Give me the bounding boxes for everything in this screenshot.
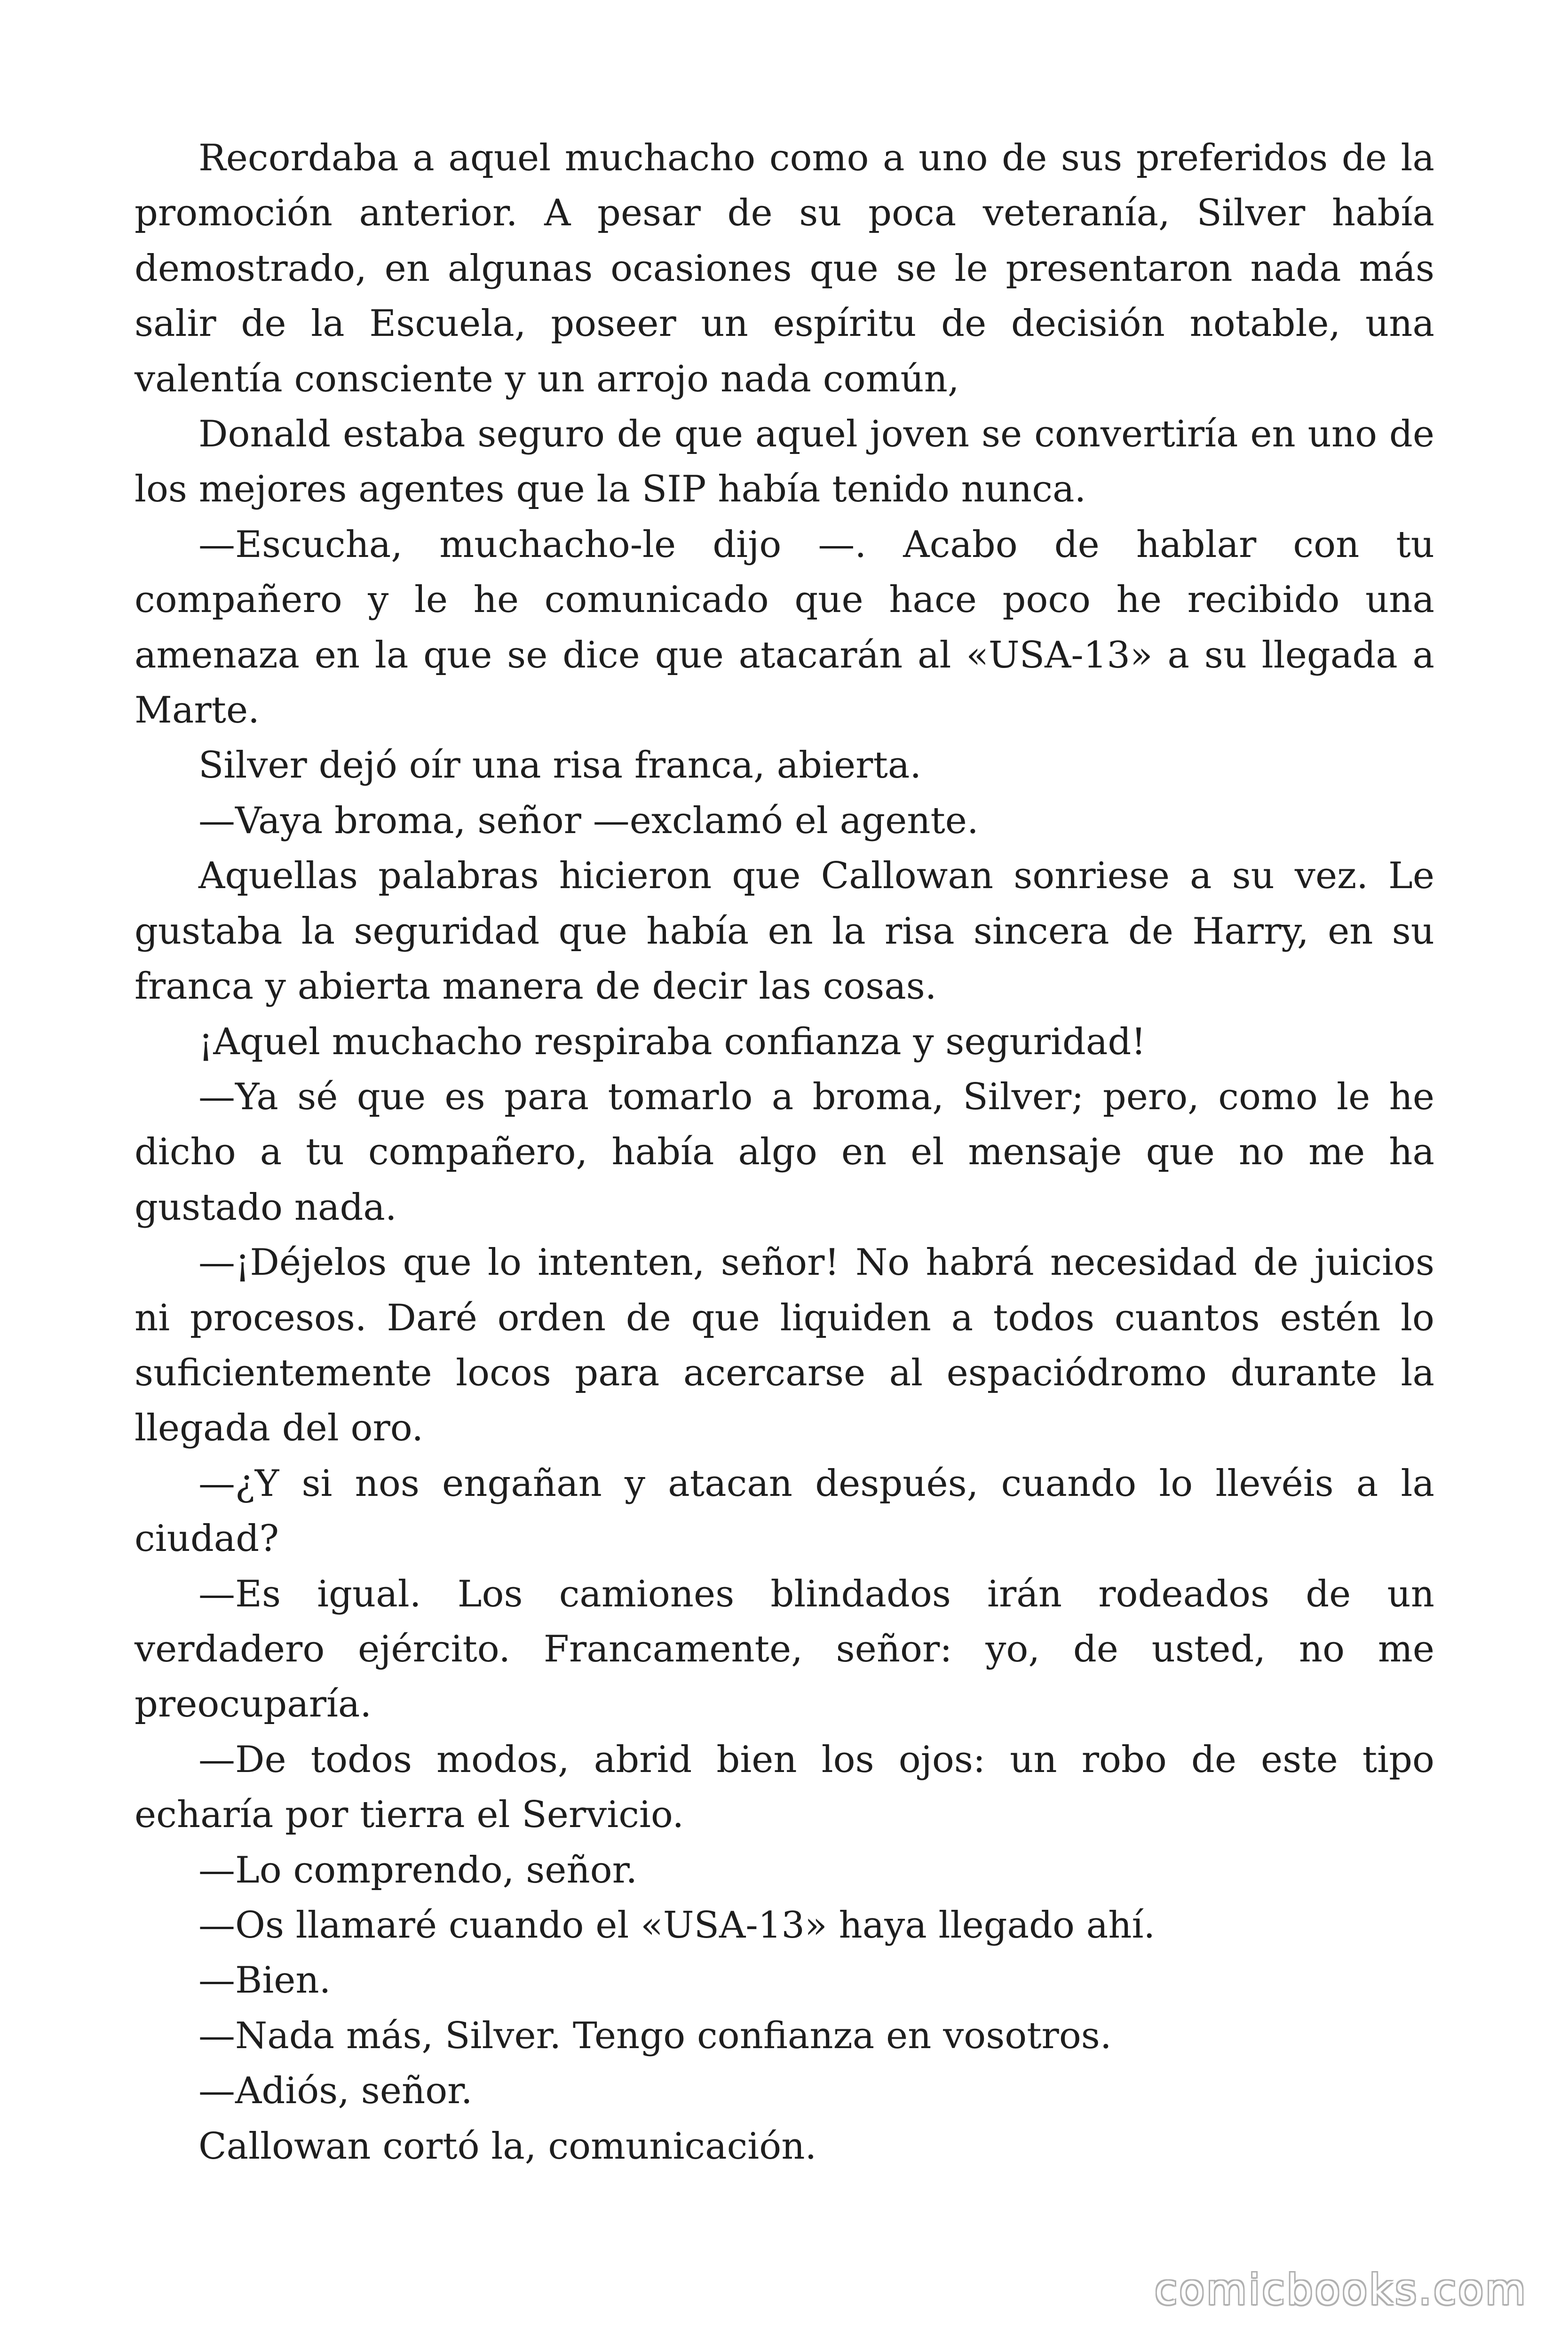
paragraph: —De todos modos, abrid bien los ojos: un robo de este tipo echaría por tierra el Servicio. — [135, 1738, 1434, 1836]
paragraph: —Adiós, señor. — [198, 2070, 473, 2113]
paragraph: Callowan cortó la, comunicación. — [198, 2125, 817, 2168]
paragraph: —Os llamaré cuando el «USA-13» haya llegado ahí. — [198, 1904, 1156, 1947]
paragraph: —¡Déjelos que lo intenten, señor! No habrá necesidad de juicios ni procesos. Daré orden de que liquiden a todos cuantos estén lo suficientemente locos para acercarse al espaciódromo durante la llegada del oro. — [135, 1241, 1434, 1450]
paragraph: —¿Y si nos engañan y atacan después, cuando lo llevéis a la ciudad? — [135, 1462, 1434, 1560]
watermark: comicbooks.com — [1154, 2265, 1528, 2314]
body-text — [135, 131, 1434, 2174]
paragraph: ¡Aquel muchacho respiraba confianza y seguridad! — [198, 1020, 1146, 1063]
paragraph: —Ya sé que es para tomarlo a broma, Silver; pero, como le he dicho a tu compañero, había algo en el mensaje que no me ha gustado nada. — [135, 1075, 1434, 1229]
paragraph: —Lo comprendo, señor. — [198, 1849, 638, 1891]
paragraph: Donald estaba seguro de que aquel joven se convertiría en uno de los mejores agentes que la SIP había tenido nunca. — [135, 413, 1434, 511]
paragraph: —Bien. — [198, 1959, 331, 2002]
paragraph: —Escucha, muchacho-le dijo —. Acabo de hablar con tu compañero y le he comunicado que hace poco he recibido una amenaza en la que se dice que atacarán al «USA-13» a su llegada a Marte. — [135, 523, 1434, 732]
paragraph: —Nada más, Silver. Tengo confianza en vosotros. — [198, 2014, 1112, 2057]
paragraph: —Vaya broma, señor —exclamó el agente. — [198, 799, 979, 842]
paragraph: Recordaba a aquel muchacho como a uno de sus preferidos de la promoción anterior. A pesar de su poca veteranía, Silver había demostrado, en algunas ocasiones que se le presentaron nada más salir de la Escuela, poseer un espíritu de decisión notable, una valentía consciente y un arrojo nada común, — [135, 137, 1434, 400]
paragraph: Silver dejó oír una risa franca, abierta. — [198, 744, 922, 787]
paragraph: —Es igual. Los camiones blindados irán rodeados de un verdadero ejército. Francamente, señor: yo, de usted, no me preocuparía. — [135, 1573, 1434, 1726]
paragraph: Aquellas palabras hicieron que Callowan sonriese a su vez. Le gustaba la seguridad que había en la risa sincera de Harry, en su franca y abierta manera de decir las cosas. — [135, 855, 1434, 1008]
